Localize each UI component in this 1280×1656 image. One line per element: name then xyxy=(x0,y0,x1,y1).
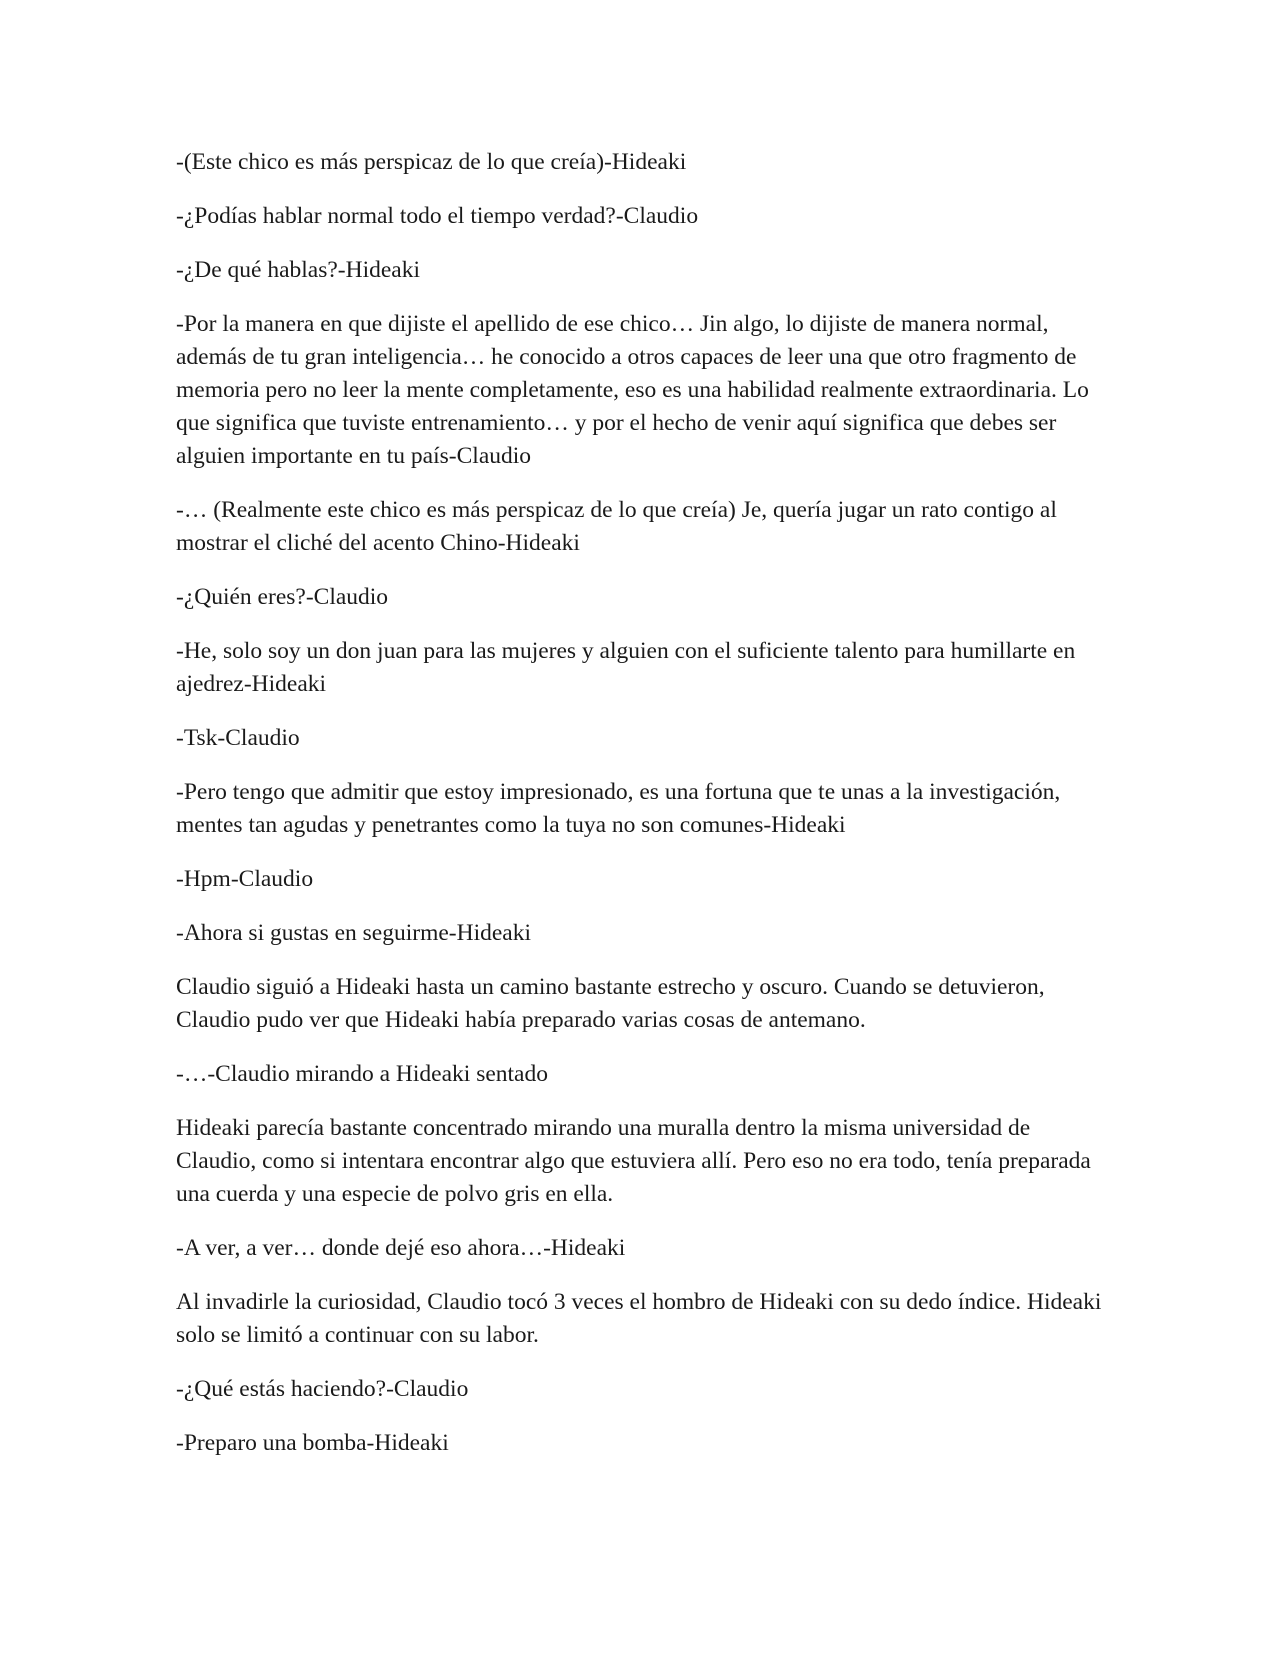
paragraph: -¿Qué estás haciendo?-Claudio xyxy=(176,1376,469,1402)
paragraph: Hideaki parecía bastante concentrado mirando una muralla dentro la misma universidad de Claudio, como si intentara encontrar algo que estuviera allí. Pero eso no era todo, tenía preparada una cuerda y una especie de polvo gris en ella. xyxy=(176,1115,1091,1207)
paragraph: -¿De qué hablas?-Hideaki xyxy=(176,257,421,283)
paragraph: Al invadirle la curiosidad, Claudio tocó 3 veces el hombro de Hideaki con su dedo índice. Hideaki solo se limitó a continuar con su labor. xyxy=(176,1289,1102,1348)
paragraph: -Hpm-Claudio xyxy=(176,866,314,892)
paragraph: -…-Claudio mirando a Hideaki sentado xyxy=(176,1061,548,1087)
paragraph: -Pero tengo que admitir que estoy impresionado, es una fortuna que te unas a la investigación, mentes tan agudas y penetrantes como la tuya no son comunes-Hideaki xyxy=(176,779,1061,838)
document-body xyxy=(176,146,1106,1481)
paragraph: -Tsk-Claudio xyxy=(176,725,300,751)
paragraph: Claudio siguió a Hideaki hasta un camino bastante estrecho y oscuro. Cuando se detuvieron, Claudio pudo ver que Hideaki había preparado varias cosas de antemano. xyxy=(176,974,1045,1033)
paragraph: -He, solo soy un don juan para las mujeres y alguien con el suficiente talento para humillarte en ajedrez-Hideaki xyxy=(176,638,1076,697)
paragraph: -Ahora si gustas en seguirme-Hideaki xyxy=(176,920,532,946)
paragraph: -A ver, a ver… donde dejé eso ahora…-Hideaki xyxy=(176,1235,626,1261)
paragraph: -… (Realmente este chico es más perspicaz de lo que creía) Je, quería jugar un rato contigo al mostrar el cliché del acento Chino-Hideaki xyxy=(176,497,1057,556)
paragraph: -Por la manera en que dijiste el apellido de ese chico… Jin algo, lo dijiste de manera normal, además de tu gran inteligencia… he conocido a otros capaces de leer una que otro fragmento de memoria pero no leer la mente completamente, eso es una habilidad realmente extraordinaria. Lo que significa que tuviste entrenamiento… y por el hecho de venir aquí significa que debes ser alguien importante en tu país-Claudio xyxy=(176,311,1089,469)
paragraph: -(Este chico es más perspicaz de lo que creía)-Hideaki xyxy=(176,149,687,175)
paragraph: -Preparo una bomba-Hideaki xyxy=(176,1430,449,1456)
paragraph: -¿Quién eres?-Claudio xyxy=(176,584,389,610)
paragraph: -¿Podías hablar normal todo el tiempo verdad?-Claudio xyxy=(176,203,699,229)
